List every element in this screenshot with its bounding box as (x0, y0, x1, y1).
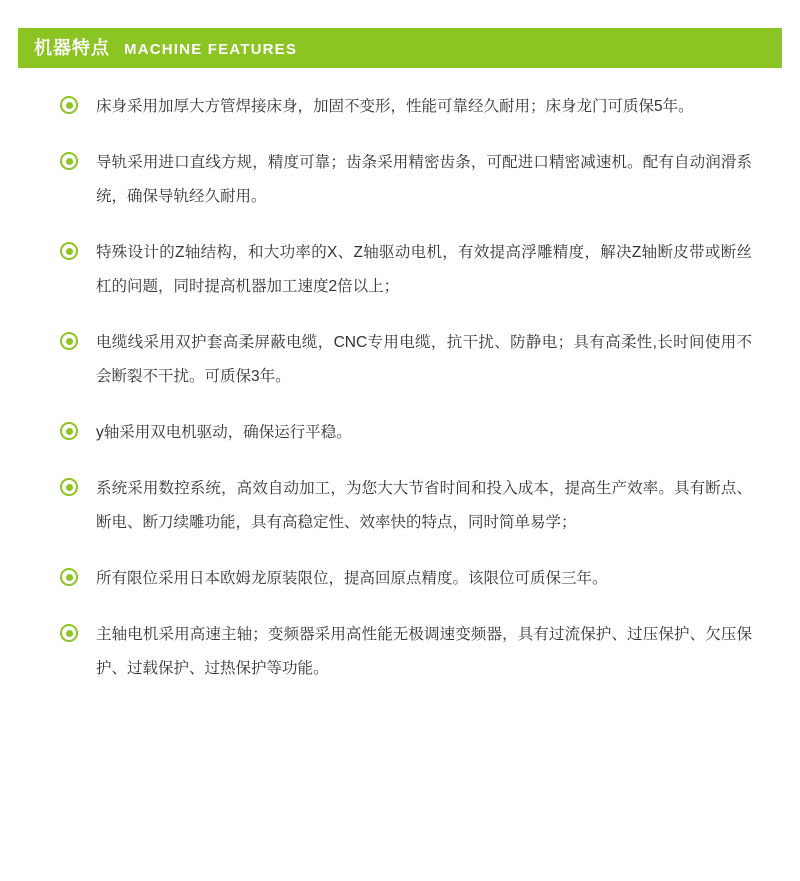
list-item (18, 146, 782, 214)
section-header-band (18, 28, 782, 68)
list-item (18, 562, 782, 596)
list-item (18, 472, 782, 540)
list-item (18, 416, 782, 450)
section-title-cn: 机器特点 (34, 38, 110, 58)
bullet-target-icon (60, 242, 78, 260)
bullet-target-icon (60, 624, 78, 642)
list-item (18, 90, 782, 124)
feature-text: 特殊设计的Z轴结构，和大功率的X、Z轴驱动电机，有效提高浮雕精度，解决Z轴断皮带或断丝杠的问题，同时提高机器加工速度2倍以上； (96, 244, 752, 295)
feature-text: 系统采用数控系统，高效自动加工，为您大大节省时间和投入成本，提高生产效率。具有断点、断电、断刀续雕功能，具有高稳定性、效率快的特点，同时简单易学； (96, 480, 752, 531)
bullet-target-icon (60, 152, 78, 170)
feature-list (18, 90, 782, 708)
bullet-target-icon (60, 422, 78, 440)
section-title-en: MACHINE FEATURES (124, 41, 298, 58)
bullet-target-icon (60, 96, 78, 114)
feature-text: 所有限位采用日本欧姆龙原装限位，提高回原点精度。该限位可质保三年。 (96, 570, 608, 587)
feature-text: 床身采用加厚大方管焊接床身，加固不变形，性能可靠经久耐用；床身龙门可质保5年。 (96, 98, 694, 115)
feature-text: 导轨采用进口直线方规，精度可靠；齿条采用精密齿条，可配进口精密减速机。配有自动润滑系统，确保导轨经久耐用。 (96, 154, 752, 205)
list-item (18, 236, 782, 304)
feature-text: 电缆线采用双护套高柔屏蔽电缆，CNC专用电缆，抗干扰、防静电；具有高柔性,长时间使用不会断裂不干扰。可质保3年。 (96, 334, 752, 385)
list-item (18, 326, 782, 394)
feature-text: y轴采用双电机驱动，确保运行平稳。 (96, 424, 352, 441)
list-item (18, 618, 782, 686)
bullet-target-icon (60, 568, 78, 586)
bullet-target-icon (60, 332, 78, 350)
bullet-target-icon (60, 478, 78, 496)
feature-text: 主轴电机采用高速主轴；变频器采用高性能无极调速变频器，具有过流保护、过压保护、欠压保护、过载保护、过热保护等功能。 (96, 626, 752, 677)
section-header-titles (18, 39, 297, 57)
